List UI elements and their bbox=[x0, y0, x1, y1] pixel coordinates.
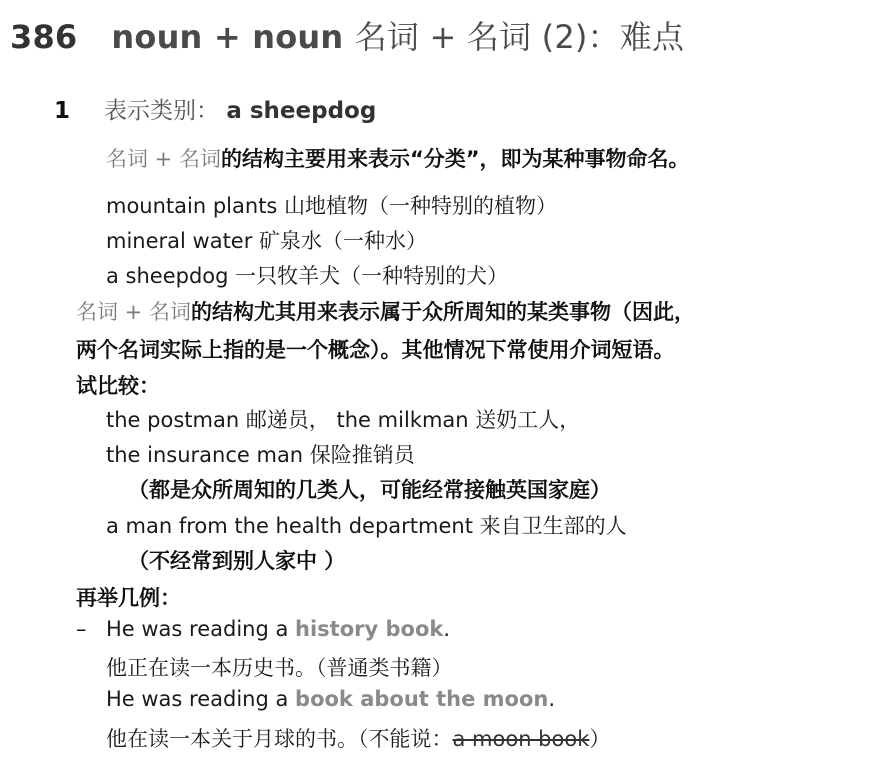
sentence-translation: 他正在读一本历史书。（普通类书籍） bbox=[106, 656, 453, 680]
example-line: mountain plants 山地植物（一种特别的植物） bbox=[106, 194, 558, 218]
intro-paragraph: 名词 + 名词的结构主要用来表示“分类”，即为某种事物命名。 bbox=[106, 147, 690, 171]
compare-note: （不经常到别人家中 ） bbox=[128, 549, 346, 573]
sentence-translation: 他在读一本关于月球的书。（不能说：a moon book） bbox=[106, 727, 611, 751]
compare-line: a man from the health department 来自卫生部的人 bbox=[106, 514, 627, 538]
example-line: mineral water 矿泉水（一种水） bbox=[106, 229, 428, 253]
subsection-example: a sheepdog bbox=[226, 98, 377, 124]
compare-label: 试比较： bbox=[76, 374, 160, 398]
highlight-term: history book bbox=[295, 617, 444, 641]
sentence-example: He was reading a book about the moon. bbox=[106, 687, 556, 711]
paragraph-2-line-1: 名词 + 名词的结构尤其用来表示属于众所周知的某类事物（因此， bbox=[76, 300, 695, 324]
section-heading-1 bbox=[54, 92, 376, 125]
compare-note: （都是众所周知的几类人，可能经常接触英国家庭） bbox=[128, 478, 611, 502]
section-number: 386 bbox=[10, 18, 78, 56]
more-examples-label: 再举几例： bbox=[76, 586, 181, 610]
compare-line: the postman 邮递员， the milkman 送奶工人， bbox=[106, 408, 581, 432]
page-title bbox=[10, 12, 684, 58]
title-topic: noun + noun bbox=[111, 18, 344, 56]
highlight-term: book about the moon bbox=[295, 687, 549, 711]
compare-line: the insurance man 保险推销员 bbox=[106, 443, 415, 467]
bullet-dash: – bbox=[76, 617, 87, 641]
paragraph-2-line-2: 两个名词实际上指的是一个概念）。其他情况下常使用介词短语。 bbox=[76, 338, 675, 362]
subsection-number: 1 bbox=[54, 98, 71, 124]
example-line: a sheepdog 一只牧羊犬（一种特别的犬） bbox=[106, 264, 509, 288]
sentence-example: – He was reading a history book. bbox=[76, 617, 451, 641]
incorrect-example: a moon book bbox=[452, 727, 590, 751]
title-chinese: 名词 + 名词 (2)：难点 bbox=[354, 18, 685, 56]
subsection-label: 表示类别： bbox=[104, 98, 219, 124]
